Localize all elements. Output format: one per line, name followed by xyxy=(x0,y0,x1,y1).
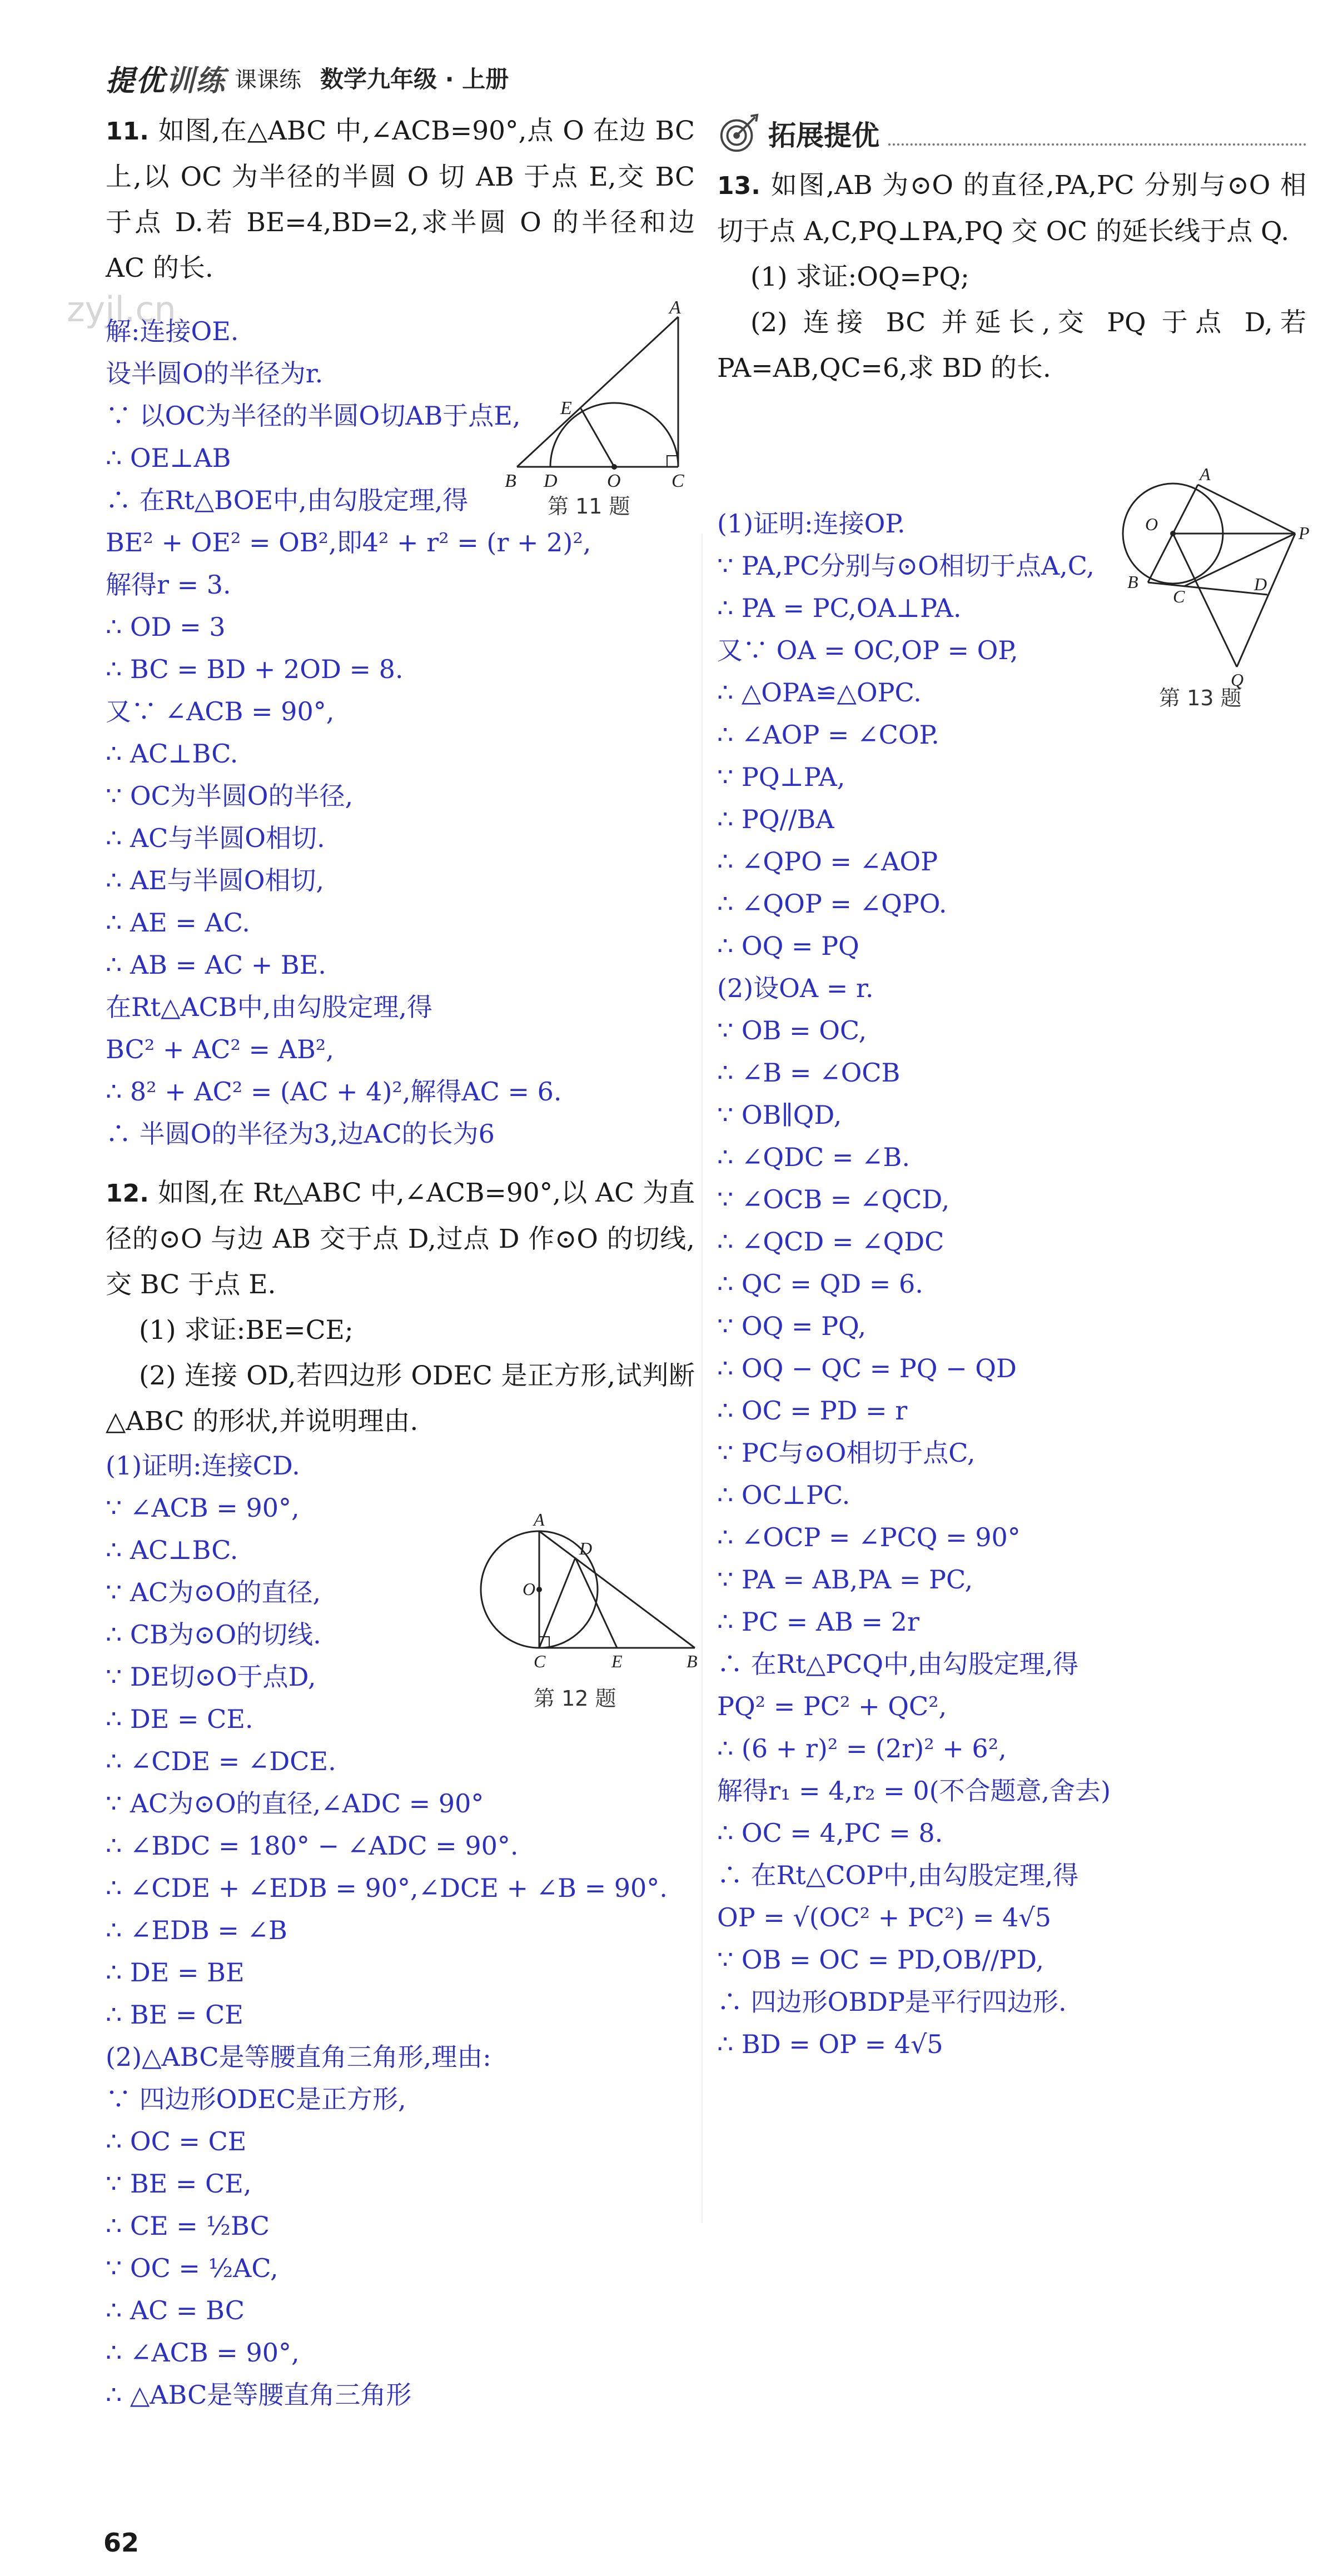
solution-line: ∴ AB = AC + BE. xyxy=(106,950,326,980)
solution-line: ∵ OC = ½AC, xyxy=(106,2253,278,2283)
solution-line: ∵ ∠ACB = 90°, xyxy=(106,1493,300,1523)
solution-line: ∴ ∠QOP = ∠QPO. xyxy=(717,889,947,919)
solution-line: ∵ OQ = PQ, xyxy=(717,1311,867,1341)
solution-line: ∴ BE = CE xyxy=(106,2000,243,2030)
solution-line: 又∵ ∠ACB = 90°, xyxy=(106,696,335,726)
solution-line: BE² + OE² = OB²,即4² + r² = (r + 2)², xyxy=(106,527,591,557)
section-divider xyxy=(888,143,1306,146)
solution-line: ∴ AC⊥BC. xyxy=(106,739,238,769)
figure-12-caption: 第 12 题 xyxy=(534,1686,616,1711)
solution-line: ∴ AC⊥BC. xyxy=(106,1535,238,1565)
book-title: 数学九年级 · 上册 xyxy=(320,66,509,93)
solution-line: ∴ PA = PC,OA⊥PA. xyxy=(717,593,962,623)
solution-line: ∴ 在Rt△PCQ中,由勾股定理,得 xyxy=(717,1649,1079,1679)
solution-line: ∴ ∠OCP = ∠PCQ = 90° xyxy=(717,1522,1021,1552)
solution-line: ∴ BC = BD + 2OD = 8. xyxy=(106,654,404,684)
solution-line: ∴ ∠QCD = ∠QDC xyxy=(717,1227,944,1257)
fig11-label-a: A xyxy=(669,300,681,318)
question-13-text: 13. 如图,AB 为⊙O 的直径,PA,PC 分别与⊙O 相切于点 A,C,PQ⊥PA,PQ 交 OC 的延长线于点 Q. xyxy=(717,170,1306,247)
target-icon xyxy=(717,112,760,155)
solution-line: ∴ AC与半圆O相切. xyxy=(106,823,325,853)
figure-13 xyxy=(1112,461,1312,689)
solution-line: ∵ OB = OC, xyxy=(717,1015,867,1045)
brand-logo: 提优训练 xyxy=(106,64,226,98)
solution-line: ∴ OE⊥AB xyxy=(106,443,231,473)
solution-line: ∴ OC⊥PC. xyxy=(717,1480,850,1510)
fig12-label-a: A xyxy=(534,1509,545,1529)
solution-line: ∴ 在Rt△BOE中,由勾股定理,得 xyxy=(106,485,469,515)
figure-11-caption: 第 11 题 xyxy=(548,494,630,519)
solution-line: ∵ 以OC为半径的半圆O切AB于点E, xyxy=(106,401,521,431)
solution-line: (1)证明:连接CD. xyxy=(106,1451,300,1481)
fig11-label-c: C xyxy=(672,471,684,489)
page-header xyxy=(106,61,509,98)
question-12-part1: (1) 求证:BE=CE; xyxy=(139,1315,354,1346)
question-12-text: 12. 如图,在 Rt△ABC 中,∠ACB=90°,以 AC 为直径的⊙O 与边 AB 交于点 D,过点 D 作⊙O 的切线,交 BC 于点 E. xyxy=(106,1178,695,1300)
solution-line: ∴ CB为⊙O的切线. xyxy=(106,1620,321,1650)
solution-line: 在Rt△ACB中,由勾股定理,得 xyxy=(106,992,432,1022)
right-column xyxy=(717,108,1306,2065)
solution-line: ∴ (6 + r)² = (2r)² + 6², xyxy=(717,1733,1007,1763)
question-13 xyxy=(717,163,1306,2065)
fig11-label-d: D xyxy=(544,471,558,489)
solution-line: ∴ △OPA≌△OPC. xyxy=(717,677,922,707)
solution-line: ∴ QC = QD = 6. xyxy=(717,1269,923,1299)
solution-line: (2)设OA = r. xyxy=(717,973,874,1003)
solution-line: ∴ OC = PD = r xyxy=(717,1396,908,1426)
solution-line: ∵ DE切⊙O于点D, xyxy=(106,1662,316,1692)
fig12-label-e: E xyxy=(611,1651,623,1671)
solution-line: ∴ OQ − QC = PQ − QD xyxy=(717,1353,1017,1383)
solution-line: ∵ PA = AB,PA = PC, xyxy=(717,1564,973,1595)
solution-line: ∴ DE = BE xyxy=(106,1957,245,1987)
solution-line: 又∵ OA = OC,OP = OP, xyxy=(717,635,1018,665)
question-13-part2: (2) 连接 BC 并延长,交 PQ 于点 D,若 PA=AB,QC=6,求 BD 的长. xyxy=(717,307,1306,383)
solution-line: ∴ PQ//BA xyxy=(717,804,834,834)
fig13-label-p: P xyxy=(1299,523,1310,543)
solution-line: ∴ AE与半圆O相切, xyxy=(106,865,325,895)
solution-line: (1)证明:连接OP. xyxy=(717,509,906,539)
solution-line: ∴ OQ = PQ xyxy=(717,931,859,961)
solution-line: ∵ AC为⊙O的直径, xyxy=(106,1577,321,1607)
solution-line: ∴ ∠ACB = 90°, xyxy=(106,2338,300,2368)
solution-line: ∴ OC = CE xyxy=(106,2126,247,2156)
solution-line: ∴ 在Rt△COP中,由勾股定理,得 xyxy=(717,1860,1079,1890)
solution-line: ∴ △ABC是等腰直角三角形 xyxy=(106,2380,412,2410)
solution-line: OP = √(OC² + PC²) = 4√5 xyxy=(717,1902,1052,1932)
fig13-label-o: O xyxy=(1145,514,1158,534)
solution-line: ∴ ∠CDE = ∠DCE. xyxy=(106,1746,336,1776)
fig12-label-o: O xyxy=(523,1579,536,1599)
fig11-label-b: B xyxy=(505,471,516,489)
question-13-part1: (1) 求证:OQ=PQ; xyxy=(750,262,969,292)
solution-line: ∴ OD = 3 xyxy=(106,612,226,642)
series-name: 课课练 xyxy=(235,67,302,93)
solution-line: ∴ CE = ½BC xyxy=(106,2211,270,2241)
figure-11 xyxy=(500,300,689,489)
solution-line: ∴ 半圆O的半径为3,边AC的长为6 xyxy=(106,1119,495,1149)
solution-line: ∴ ∠AOP = ∠COP. xyxy=(717,720,939,750)
solution-line: ∴ ∠BDC = 180° − ∠ADC = 90°. xyxy=(106,1831,519,1861)
solution-line: ∵ 四边形ODEC是正方形, xyxy=(106,2084,406,2114)
fig11-label-o: O xyxy=(607,471,621,489)
section-title: 拓展提优 xyxy=(768,119,879,152)
solution-line: (2)△ABC是等腰直角三角形,理由: xyxy=(106,2042,491,2072)
fig13-label-q: Q xyxy=(1231,670,1244,689)
solution-line: ∵ PC与⊙O相切于点C, xyxy=(717,1438,976,1468)
solution-line: ∵ OB = OC = PD,OB//PD, xyxy=(717,1945,1044,1975)
solution-line: ∴ 四边形OBDP是平行四边形. xyxy=(717,1987,1067,2017)
question-11-text: 11. 如图,在△ABC 中,∠ACB=90°,点 O 在边 BC 上,以 OC 为半径的半圆 O 切 AB 于点 E,交 BC 于点 D.若 BE=4,BD=2,求半圆 O 的半径和边 AC 的长. xyxy=(106,116,695,283)
column-divider xyxy=(702,534,703,2223)
fig13-label-a: A xyxy=(1200,464,1211,484)
solution-line: ∴ ∠QPO = ∠AOP xyxy=(717,846,938,876)
solution-line: 解得r₁ = 4,r₂ = 0(不合题意,舍去) xyxy=(717,1776,1111,1806)
solution-line: 解:连接OE. xyxy=(106,316,239,346)
solution-line: ∵ AC为⊙O的直径,∠ADC = 90° xyxy=(106,1788,484,1818)
solution-line: ∴ PC = AB = 2r xyxy=(717,1607,919,1637)
solution-line: ∵ BE = CE, xyxy=(106,2169,252,2199)
solution-line: BC² + AC² = AB², xyxy=(106,1034,334,1064)
fig13-label-d: D xyxy=(1254,574,1267,594)
section-header xyxy=(717,108,1306,158)
solution-line: 解得r = 3. xyxy=(106,570,231,600)
solution-line: ∵ OC为半圆O的半径, xyxy=(106,781,354,811)
solution-line: ∴ BD = OP = 4√5 xyxy=(717,2029,943,2059)
solution-line: ∴ OC = 4,PC = 8. xyxy=(717,1818,943,1848)
figure-12 xyxy=(478,1509,700,1676)
solution-line: ∴ ∠CDE + ∠EDB = 90°,∠DCE + ∠B = 90°. xyxy=(106,1873,668,1903)
fig12-label-d: D xyxy=(579,1538,593,1558)
fig13-label-c: C xyxy=(1173,586,1185,606)
fig13-label-b: B xyxy=(1127,572,1138,592)
question-12-part2: (2) 连接 OD,若四边形 ODEC 是正方形,试判断△ABC 的形状,并说明理由. xyxy=(106,1361,695,1437)
solution-line: ∴ ∠EDB = ∠B xyxy=(106,1915,287,1945)
figure-13-caption: 第 13 题 xyxy=(1159,686,1242,710)
page-number: 62 xyxy=(103,2528,140,2558)
solution-line: ∴ ∠QDC = ∠B. xyxy=(717,1142,910,1172)
solution-line: ∵ PQ⊥PA, xyxy=(717,762,845,792)
solution-line: ∴ AE = AC. xyxy=(106,908,250,938)
solution-line: PQ² = PC² + QC², xyxy=(717,1691,947,1721)
solution-line: ∵ ∠OCB = ∠QCD, xyxy=(717,1184,950,1214)
solution-line: ∴ 8² + AC² = (AC + 4)²,解得AC = 6. xyxy=(106,1077,562,1107)
solution-line: ∵ OB∥QD, xyxy=(717,1100,842,1130)
solution-line: 设半圆O的半径为r. xyxy=(106,358,324,388)
solution-line: ∴ ∠B = ∠OCB xyxy=(717,1058,901,1088)
question-13-solution xyxy=(717,502,1306,2065)
solution-line: ∴ DE = CE. xyxy=(106,1704,253,1734)
solution-line: ∵ PA,PC分别与⊙O相切于点A,C, xyxy=(717,551,1095,581)
fig12-label-b: B xyxy=(687,1651,698,1671)
question-11 xyxy=(106,108,695,1155)
watermark: zyjl.cn xyxy=(67,289,176,330)
fig12-label-c: C xyxy=(534,1651,546,1671)
question-12 xyxy=(106,1170,695,2416)
solution-line: ∴ AC = BC xyxy=(106,2295,245,2325)
fig11-label-e: E xyxy=(560,398,572,418)
